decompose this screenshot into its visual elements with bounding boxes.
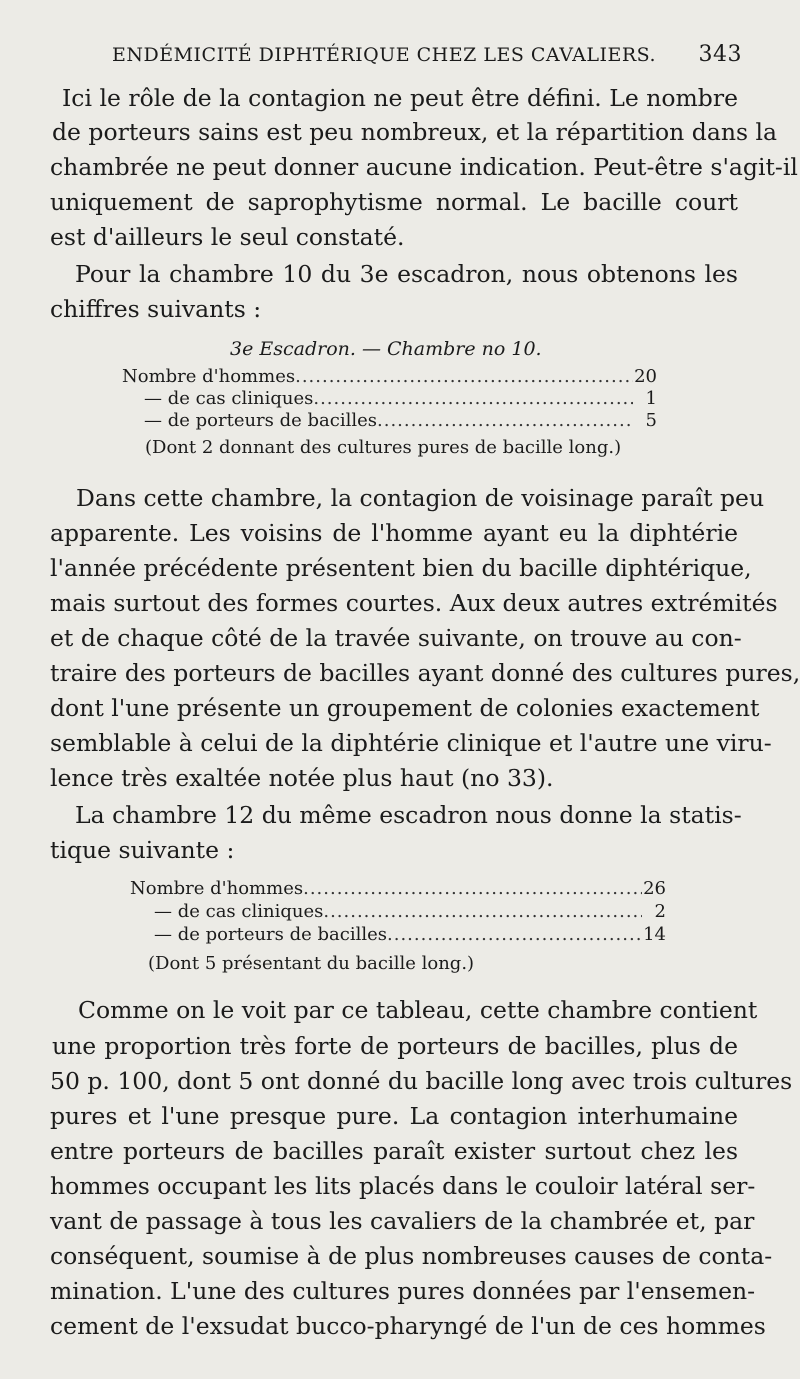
text-line: mination. L'une des cultures pures données par l'ensemen- — [50, 1277, 756, 1305]
table-note: (Dont 5 présentant du bacille long.) — [148, 953, 475, 974]
row-label: — de porteurs de bacilles — [144, 410, 378, 431]
dot-leader — [323, 901, 642, 923]
statistics-table — [130, 878, 666, 948]
row-value: 1 — [645, 388, 657, 409]
text-line: hommes occupant les lits placés dans le couloir latéral ser- — [50, 1172, 756, 1200]
dot-leader — [303, 878, 642, 900]
row-value: 14 — [643, 924, 666, 945]
text-line: lence très exaltée notée plus haut (no 33). — [50, 764, 554, 792]
table-caption: 3e Escadron. — Chambre no 10. — [230, 338, 542, 360]
text-line: apparente. Les voisins de l'homme ayant eu la diphtérie — [50, 519, 738, 547]
text-line: entre porteurs de bacilles paraît exister surtout chez les — [50, 1137, 738, 1165]
dot-leader — [313, 388, 633, 410]
text-line: Comme on le voit par ce tableau, cette chambre contient — [78, 996, 758, 1024]
row-label: — de cas cliniques — [144, 388, 314, 409]
text-line: dont l'une présente un groupement de colonies exactement — [50, 694, 760, 722]
dot-leader — [387, 924, 642, 946]
text-line: chiffres suivants : — [50, 295, 262, 323]
text-line: et de chaque côté de la travée suivante, on trouve au con- — [50, 624, 742, 652]
table-row — [154, 901, 666, 923]
text-line: une proportion très forte de porteurs de bacilles, plus de — [52, 1032, 738, 1060]
row-label: — de porteurs de bacilles — [154, 924, 388, 945]
text-line: de porteurs sains est peu nombreux, et la répartition dans la — [52, 118, 778, 146]
row-label: Nombre d'hommes — [130, 878, 304, 899]
running-header — [112, 42, 742, 74]
dot-leader — [295, 366, 633, 388]
row-label: — de cas cliniques — [154, 901, 324, 922]
text-line: 50 p. 100, dont 5 ont donné du bacille long avec trois cultures — [50, 1067, 793, 1095]
text-line: Pour la chambre 10 du 3e escadron, nous obtenons les — [75, 260, 738, 288]
row-label: Nombre d'hommes — [122, 366, 296, 387]
text-line: mais surtout des formes courtes. Aux deux autres extrémités — [50, 589, 778, 617]
row-value: 5 — [645, 410, 657, 431]
row-value: 26 — [643, 878, 666, 899]
table-row — [154, 924, 666, 946]
text-line: tique suivante : — [50, 836, 235, 864]
table-row — [122, 366, 657, 388]
text-line: pures et l'une presque pure. La contagion interhumaine — [50, 1102, 738, 1130]
table-row — [144, 410, 657, 432]
text-line: chambrée ne peut donner aucune indication. Peut-être s'agit-il — [50, 153, 798, 181]
running-title: ENDÉMICITÉ DIPHTÉRIQUE CHEZ LES CAVALIERS. — [112, 44, 657, 66]
table-row — [130, 878, 666, 900]
text-line: cement de l'exsudat bucco-pharyngé de l'un de ces hommes — [50, 1312, 766, 1340]
text-line: vant de passage à tous les cavaliers de la chambrée et, par — [50, 1207, 755, 1235]
text-line: La chambre 12 du même escadron nous donne la statis- — [75, 801, 742, 829]
text-line: Ici le rôle de la contagion ne peut être défini. Le nombre — [62, 84, 738, 112]
row-value: 2 — [654, 901, 666, 922]
text-line: traire des porteurs de bacilles ayant donné des cultures pures, — [50, 659, 800, 687]
dot-leader — [377, 410, 633, 432]
text-line: conséquent, soumise à de plus nombreuses causes de conta- — [50, 1242, 773, 1270]
text-line: est d'ailleurs le seul constaté. — [50, 223, 405, 251]
text-line: semblable à celui de la diphtérie clinique et l'autre une viru- — [50, 729, 772, 757]
row-value: 20 — [634, 366, 657, 387]
page-number: 343 — [698, 42, 742, 67]
table-row — [144, 388, 657, 410]
table-note: (Dont 2 donnant des cultures pures de bacille long.) — [145, 437, 622, 458]
text-line: l'année précédente présentent bien du bacille diphtérique, — [50, 554, 752, 582]
text-line: uniquement de saprophytisme normal. Le bacille court — [50, 188, 738, 216]
text-line: Dans cette chambre, la contagion de voisinage paraît peu — [76, 484, 765, 512]
